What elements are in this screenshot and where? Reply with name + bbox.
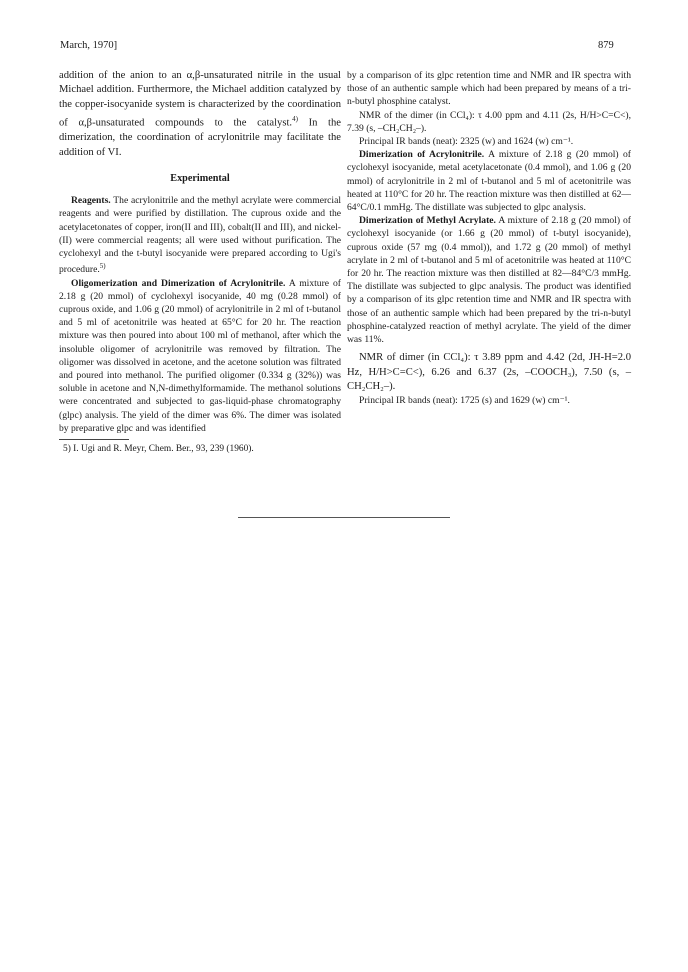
dimerization-methyl-acrylate-text: A mixture of 2.18 g (20 mmol) of cyclohexyl isocyanide (or 1.66 g (20 mmol) of t-butyl isocyanide), cuprous oxide (57 mg (0.4 mmol)), and 1.72 g (20 mmol) of methyl acrylate in 2 ml of t-butanol and 5 ml of acetonitrile was heated at 110°C for 20 hr. The reaction mixture was then distilled at 82—84°C/3 mmHg. The distillate was subjected to glpc analysis. The product was identified by a comparison of its glpc retention time and NMR and IR spectra with those of an authentic sample which had been prepared by the tri-n-butyl phosphine-catalyzed reaction of methyl acrylate. The yield of the dimer was 11%. <box>347 215 631 346</box>
reagents-heading: Reagents. <box>71 195 111 207</box>
discussion-paragraph <box>59 69 341 160</box>
reference-5: 5) <box>99 262 106 271</box>
reference-4: 4) <box>292 115 298 124</box>
left-column <box>59 69 341 456</box>
ir-acrylonitrile-dimer: Principal IR bands (neat): 2325 (w) and 1624 (w) cm⁻¹. <box>359 136 574 148</box>
footnote-divider <box>59 439 129 440</box>
page-number: 879 <box>598 40 614 51</box>
end-of-article-rule <box>238 517 450 518</box>
dimerization-methyl-acrylate-paragraph <box>347 214 631 346</box>
dimerization-methyl-acrylate-heading: Dimerization of Methyl Acrylate. <box>359 215 496 227</box>
nmr-methyl-acrylate-dimer: NMR of dimer (in CCl₄): τ 3.89 ppm and 4.42 (2d, JH-H=2.0 Hz, H/H>C=C<), 6.26 and 6.37 (2s, –COOCH₃), 7.50 (s, –CH₂CH₂–). <box>347 352 631 393</box>
dimerization-acrylonitrile-heading: Dimerization of Acrylonitrile. <box>359 149 485 161</box>
reagents-paragraph <box>59 194 341 276</box>
nmr-acrylonitrile-dimer: NMR of the dimer (in CCl₄): τ 4.00 ppm and 4.11 (2s, H/H>C=C<), 7.39 (s, –CH₂CH₂–). <box>347 109 631 134</box>
reagents-text: The acrylonitrile and the methyl acrylate were commercial reagents and were purified by distillation. The cuprous oxide and the acetylacetonates of copper, iron(II and III), cobalt(II and III), and nickel-(II) were commercial reagents; all were used without purification. The cyclohexyl and the t-butyl isocyanide were prepared according to Ugi's procedure. <box>59 195 341 276</box>
section-title-experimental: Experimental <box>170 172 230 184</box>
identification-continued: by a comparison of its glpc retention time and NMR and IR spectra with those of an authentic sample which had been prepared by means of a tri-n-butyl phosphine catalyst. <box>347 70 631 108</box>
dimerization-acrylonitrile-text: A mixture of 2.18 g (20 mmol) of cyclohexyl isocyanide, metal acetylacetonate (0.4 mmol), and 1.06 g (20 mmol) of acrylonitrile in 2 ml of t-butanol and 5 ml of acetonitrile was heated at 110°C for 20 hr. The reaction mixture was then distilled at 62—64°C/0.1 mmHg. The distillate was subjected to glpc analysis. <box>347 149 631 214</box>
dimerization-acrylonitrile-paragraph <box>347 148 631 214</box>
discussion-text-1: addition of the anion to an α,β-unsaturated nitrile in the usual Michael addition. Furthermore, the Michael addition catalyzed by the copper-isocyanide system is characterized by the coordination of α,β-unsaturated compounds to the catalyst. <box>59 70 341 129</box>
right-column <box>347 69 631 408</box>
footnote-5: 5) I. Ugi and R. Meyr, Chem. Ber., 93, 239 (1960). <box>63 444 254 455</box>
oligomerization-paragraph <box>59 277 341 435</box>
oligomerization-text: A mixture of 2.18 g (20 mmol) of cyclohexyl isocyanide, 40 mg (0.28 mmol) of cuprous oxide, and 1.06 g (20 mmol) of acrylonitrile in 2 ml of t-butanol and 5 ml of acetonitrile was heated at 65°C for 20 hr. The reaction mixture was then poured into about 100 ml of methanol, after which the insoluble oligomer of acrylonitrile was removed by filtration. The oligomer was dissolved in acetone, and the acetone solution was filtrated and poured into methanol. The purified oligomer (0.334 g (32%)) was soluble in acetone and N,N-dimethylformamide. The methanol solutions were concentrated and subjected to gas-liquid-phase chromatography (glpc) analysis. The yield of the dimer was 6%. The dimer was isolated by preparative glpc and was identified <box>59 277 342 434</box>
ir-methyl-acrylate-dimer: Principal IR bands (neat): 1725 (s) and 1629 (w) cm⁻¹. <box>359 395 570 407</box>
running-header-date: March, 1970] <box>60 40 118 51</box>
oligomerization-heading: Oligomerization and Dimerization of Acrylonitrile. <box>71 277 286 289</box>
discussion-text-2: In the dimerization, the coordination of acrylonitrile may facilitate the addition of VI. <box>59 117 341 158</box>
